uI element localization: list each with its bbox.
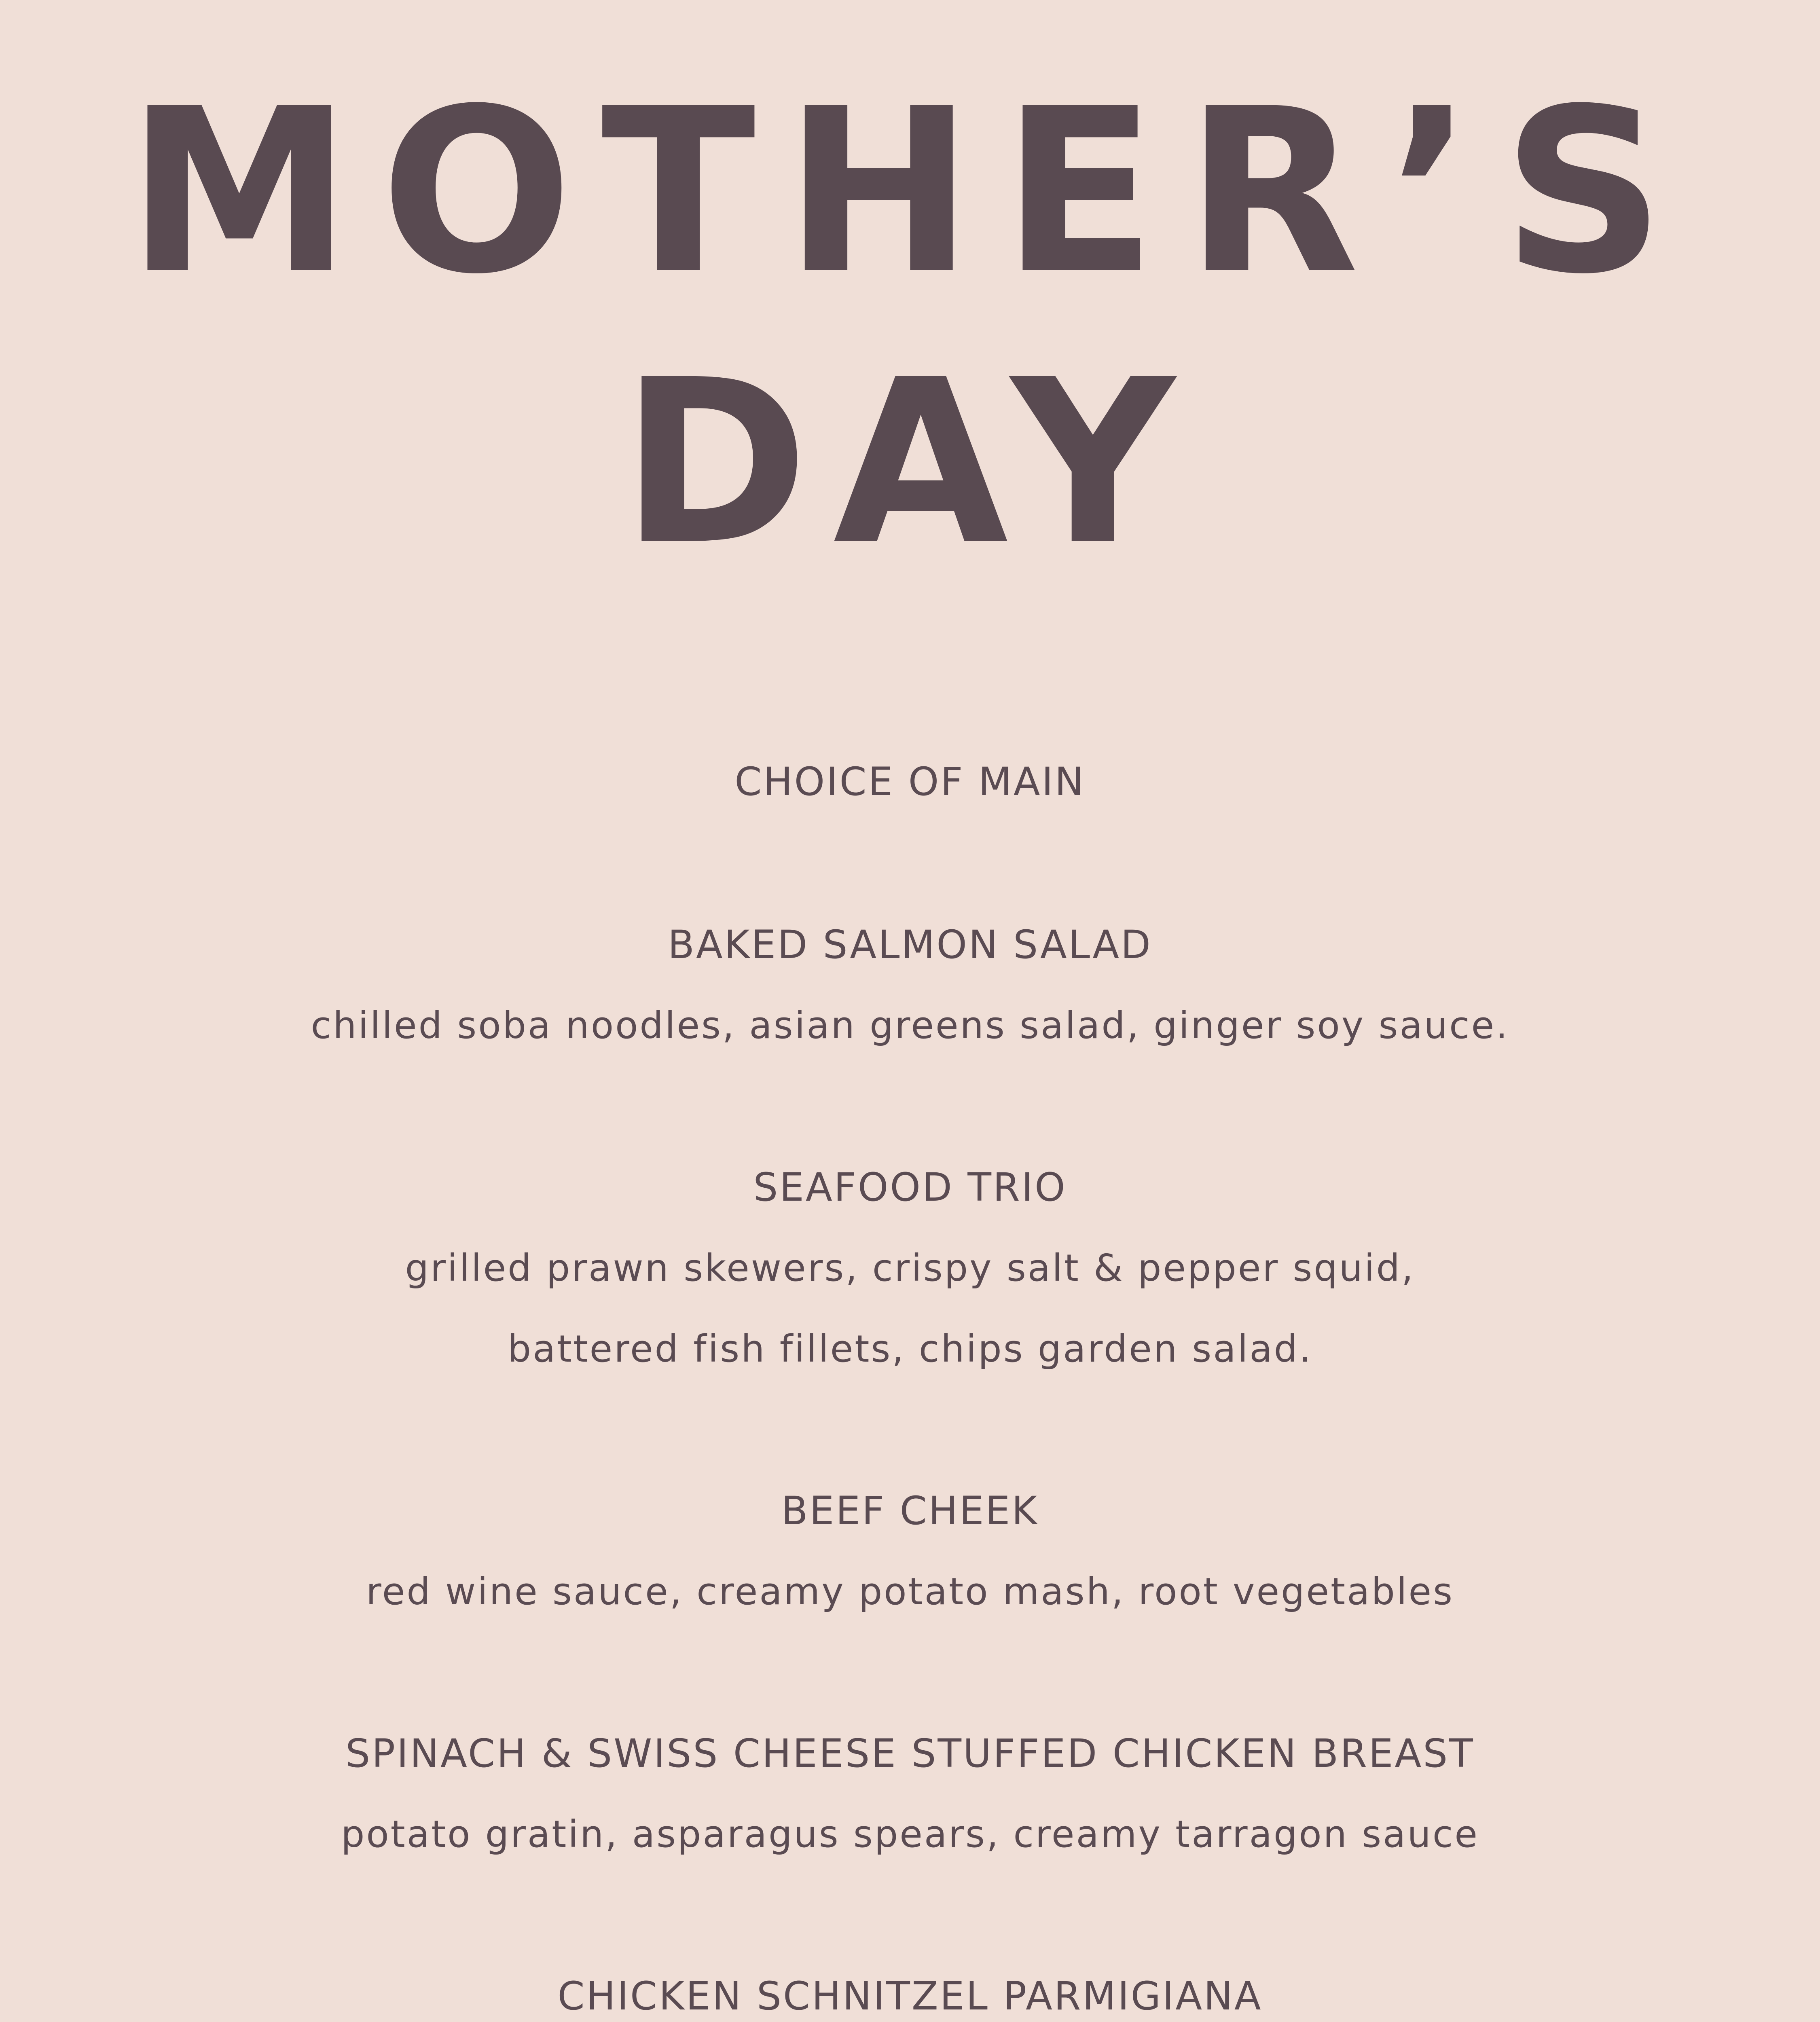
menu-item-description: grilled prawn skewers, crispy salt & pepper squid,: [405, 1246, 1415, 1290]
menu-item-name: BEEF CHEEK: [781, 1488, 1039, 1533]
menu-item-name: BAKED SALMON SALAD: [668, 922, 1152, 967]
page-title-line-1: MOTHER’S: [127, 60, 1693, 324]
section-heading-mains: CHOICE OF MAIN: [734, 759, 1086, 804]
menu-item-name: CHICKEN SCHNITZEL PARMIGIANA: [557, 1973, 1263, 2019]
page-title-line-2: DAY: [620, 331, 1200, 595]
menu-item-name: SEAFOOD TRIO: [753, 1165, 1067, 1210]
menu-item-description: chilled soba noodles, asian greens salad, ginger soy sauce.: [311, 1004, 1509, 1047]
menu-item-description: battered fish fillets, chips garden salad.: [507, 1327, 1313, 1371]
menu-item-name: SPINACH & SWISS CHEESE STUFFED CHICKEN BREAST: [345, 1731, 1475, 1776]
menu-item-description: red wine sauce, creamy potato mash, root vegetables: [366, 1570, 1454, 1613]
menu-item-description: potato gratin, asparagus spears, creamy tarragon sauce: [341, 1813, 1479, 1856]
